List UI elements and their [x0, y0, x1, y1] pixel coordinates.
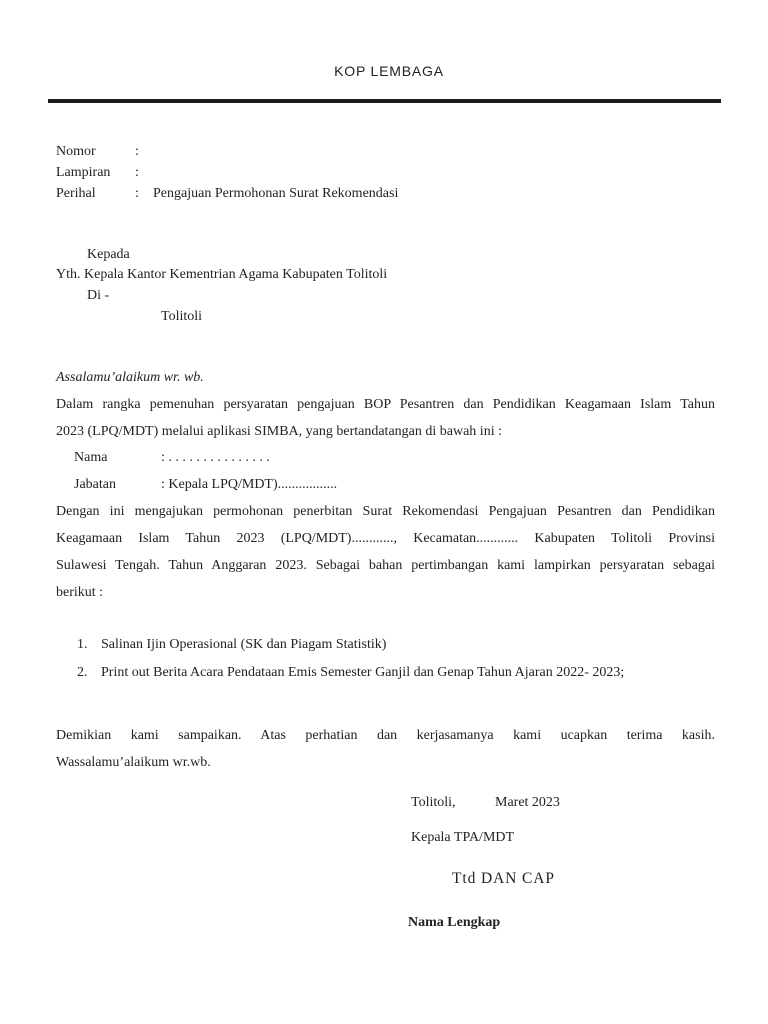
attachment-number-1: 1.	[77, 637, 88, 652]
identity-jabatan-value: : Kepala LPQ/MDT).................	[161, 477, 338, 492]
request-line-2: Keagamaan Islam Tahun 2023 (LPQ/MDT)............, Kecamatan............ Kabupaten Tolitoli Provinsi	[56, 531, 715, 546]
request-line-3: Sulawesi Tengah. Tahun Anggaran 2023. Sebagai bahan pertimbangan kami lampirkan persyaratan sebagai	[56, 558, 715, 573]
perihal-value: Pengajuan Permohonan Surat Rekomendasi	[153, 186, 399, 201]
intro-line-2: 2023 (LPQ/MDT) melalui aplikasi SIMBA, yang bertandatangan di bawah ini :	[56, 424, 502, 439]
letterhead-divider	[48, 99, 721, 103]
recipient-yth: Yth. Kepala Kantor Kementrian Agama Kabupaten Tolitoli	[56, 267, 388, 282]
attachment-item-1: Salinan Ijin Operasional (SK dan Piagam Statistik)	[101, 637, 387, 652]
closing-line-2: Wassalamu’alaikum wr.wb.	[56, 755, 211, 770]
salutation: Assalamu’alaikum wr. wb.	[56, 370, 204, 385]
recipient-city: Tolitoli	[161, 309, 203, 324]
signature-date: Maret 2023	[495, 795, 560, 810]
request-line-4: berikut :	[56, 585, 104, 600]
nomor-colon: :	[135, 144, 139, 159]
attachment-item-2: Print out Berita Acara Pendataan Emis Semester Ganjil dan Genap Tahun Ajaran 2022- 2023;	[101, 665, 625, 680]
identity-jabatan-label: Jabatan	[74, 477, 116, 492]
signature-place: Tolitoli,	[411, 795, 456, 810]
recipient-di: Di -	[87, 288, 110, 303]
signature-position: Kepala TPA/MDT	[411, 830, 515, 845]
recipient-kepada: Kepada	[87, 247, 130, 262]
lampiran-label: Lampiran	[56, 165, 111, 180]
intro-line-1: Dalam rangka pemenuhan persyaratan pengajuan BOP Pesantren dan Pendidikan Keagamaan Islam Tahun	[56, 397, 715, 412]
perihal-label: Perihal	[56, 186, 96, 201]
identity-nama-value: : . . . . . . . . . . . . . . .	[161, 450, 270, 465]
perihal-colon: :	[135, 186, 139, 201]
signature-ttd-cap: Ttd DAN CAP	[452, 870, 555, 887]
lampiran-colon: :	[135, 165, 139, 180]
nomor-label: Nomor	[56, 144, 96, 159]
signature-name: Nama Lengkap	[408, 915, 501, 930]
attachment-number-2: 2.	[77, 665, 88, 680]
request-line-1: Dengan ini mengajukan permohonan penerbitan Surat Rekomendasi Pengajuan Pesantren dan Pendidikan	[56, 504, 715, 519]
identity-nama-label: Nama	[74, 450, 108, 465]
letterhead-title: KOP LEMBAGA	[334, 63, 444, 79]
closing-line-1: Demikian kami sampaikan. Atas perhatian dan kerjasamanya kami ucapkan terima kasih.	[56, 728, 715, 743]
